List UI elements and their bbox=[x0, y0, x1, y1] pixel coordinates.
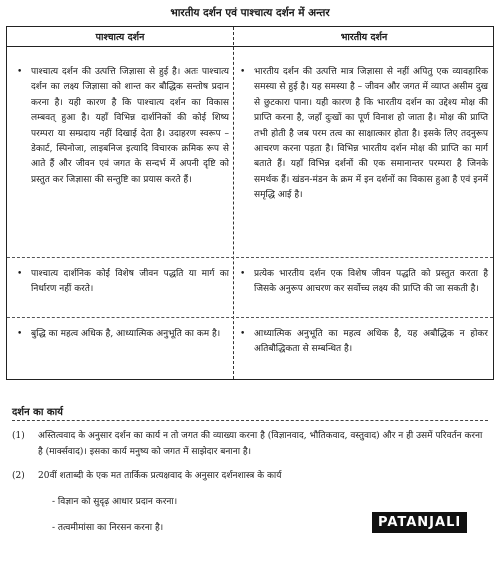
table-cell-indian-2: प्रत्येक भारतीय दर्शन एक विशेष जीवन पद्धति को प्रस्तुत करता है जिसके अनुरूप आचरण कर सर्वोच्च लक्ष्य की प्राप्ति की जा सकती है। bbox=[254, 269, 488, 295]
page-title: भारतीय दर्शन एवं पाश्चात्य दर्शन में अन्तर bbox=[170, 7, 330, 19]
bullet-icon: • bbox=[240, 269, 246, 279]
bullet-icon: • bbox=[17, 269, 23, 279]
table-cell-indian-1: भारतीय दर्शन की उत्पत्ति मात्र जिज्ञासा से नहीं अपितु एक व्यावहारिक समस्या से हुई है। यह समस्या है – जीवन और जगत में व्याप्त असीम दुख से छुटकारा पाना। यही कारण है कि भारतीय दर्शन का उद्देश्य मोक्ष की प्राप्ति करना है, जहाँ दुःखों का पूर्ण विनाश हो जाता है। मोक्ष की प्राप्ति तभी होती है जब परम तत्व का साक्षात्कार होता है। इसके लिए तदनुरूप आचरण करना पड़ता है। विभिन्न भारतीय दर्शन मोक्ष की प्राप्ति का मार्ग बताते हैं। यहाँ विभिन्न दर्शनों की एक समानान्तर परम्परा है जिनके समर्थक हैं। खंडन-मंडन के क्रम में इन दर्शनों का विकास हुआ है एवं इनमें समृद्धि आई है। bbox=[254, 67, 488, 201]
table-cell-western-3: बुद्धि का महत्व अधिक है, आध्यात्मिक अनुभूति का कम है। bbox=[31, 329, 221, 339]
section-title: दर्शन का कार्य bbox=[12, 407, 63, 418]
table-cell-western-1: पाश्चात्य दर्शन की उत्पत्ति जिज्ञासा से हुई है। अतः पाश्चात्य दर्शन का लक्ष्य जिज्ञासा को शान्त कर बौद्धिक सन्तोष प्रदान करना है। यही कारण है कि पाश्चात्य दर्शन का विकास लम्बवत् हुआ है। यहाँ विभिन्न दार्शनिकों की कोई शिष्य परम्परा या सम्प्रदाय नहीं दिखाई देता है। उदाहरण स्वरूप – डेकार्ट, स्पिनोजा, लाइबनिज इत्यादि विचारक क्रमिक रूप से आते हैं और जीवन एवं जगत के सन्दर्भ में अपनी दृष्टि को प्रस्तुत कर जिज्ञासा की सन्तुष्टि का प्रयास करते हैं। bbox=[31, 67, 229, 185]
list-item-number: (2) bbox=[12, 471, 25, 481]
bullet-icon: • bbox=[240, 329, 246, 339]
header-indian: भारतीय दर्शन bbox=[340, 32, 388, 43]
sub-list-item: - विज्ञान को सुदृढ़ आधार प्रदान करना। bbox=[52, 497, 178, 507]
table-cell-western-2: पाश्चात्य दार्शनिक कोई विशेष जीवन पद्धति या मार्ग का निर्धारण नहीं करते। bbox=[31, 269, 229, 295]
column-divider bbox=[233, 27, 234, 379]
brand-logo: PATANJALI bbox=[372, 512, 467, 533]
list-item: 20वीं शताब्दी के एक मत तार्किक प्रत्यक्षवाद के अनुसार दर्शनशास्त्र के कार्य bbox=[38, 471, 282, 481]
bullet-icon: • bbox=[17, 67, 23, 77]
row-separator bbox=[7, 257, 493, 258]
section-divider bbox=[12, 420, 488, 421]
list-item: अस्तित्ववाद के अनुसार दर्शन का कार्य न तो जगत की व्याख्या करना है (विज्ञानवाद, भौतिकवाद, वस्तुवाद) और न ही उसमें परिवर्तन करना है (मार्क्सवाद)। इसका कार्य मनुष्य को जगत में साझेदार बनाना है। bbox=[38, 431, 483, 457]
comparison-table bbox=[6, 26, 494, 380]
table-cell-indian-3: आध्यात्मिक अनुभूति का महत्व अधिक है, यह अबौद्धिक न होकर अतिबौद्धिकता से सम्बन्धित है। bbox=[254, 329, 488, 355]
bullet-icon: • bbox=[240, 67, 246, 77]
table-header-row bbox=[7, 27, 493, 47]
bullet-icon: • bbox=[17, 329, 23, 339]
row-separator bbox=[7, 317, 493, 318]
sub-list-item: - तत्वमीमांसा का निरसन करना है। bbox=[52, 523, 164, 533]
header-western: पाश्चात्य दर्शन bbox=[95, 32, 145, 43]
list-item-number: (1) bbox=[12, 431, 25, 441]
